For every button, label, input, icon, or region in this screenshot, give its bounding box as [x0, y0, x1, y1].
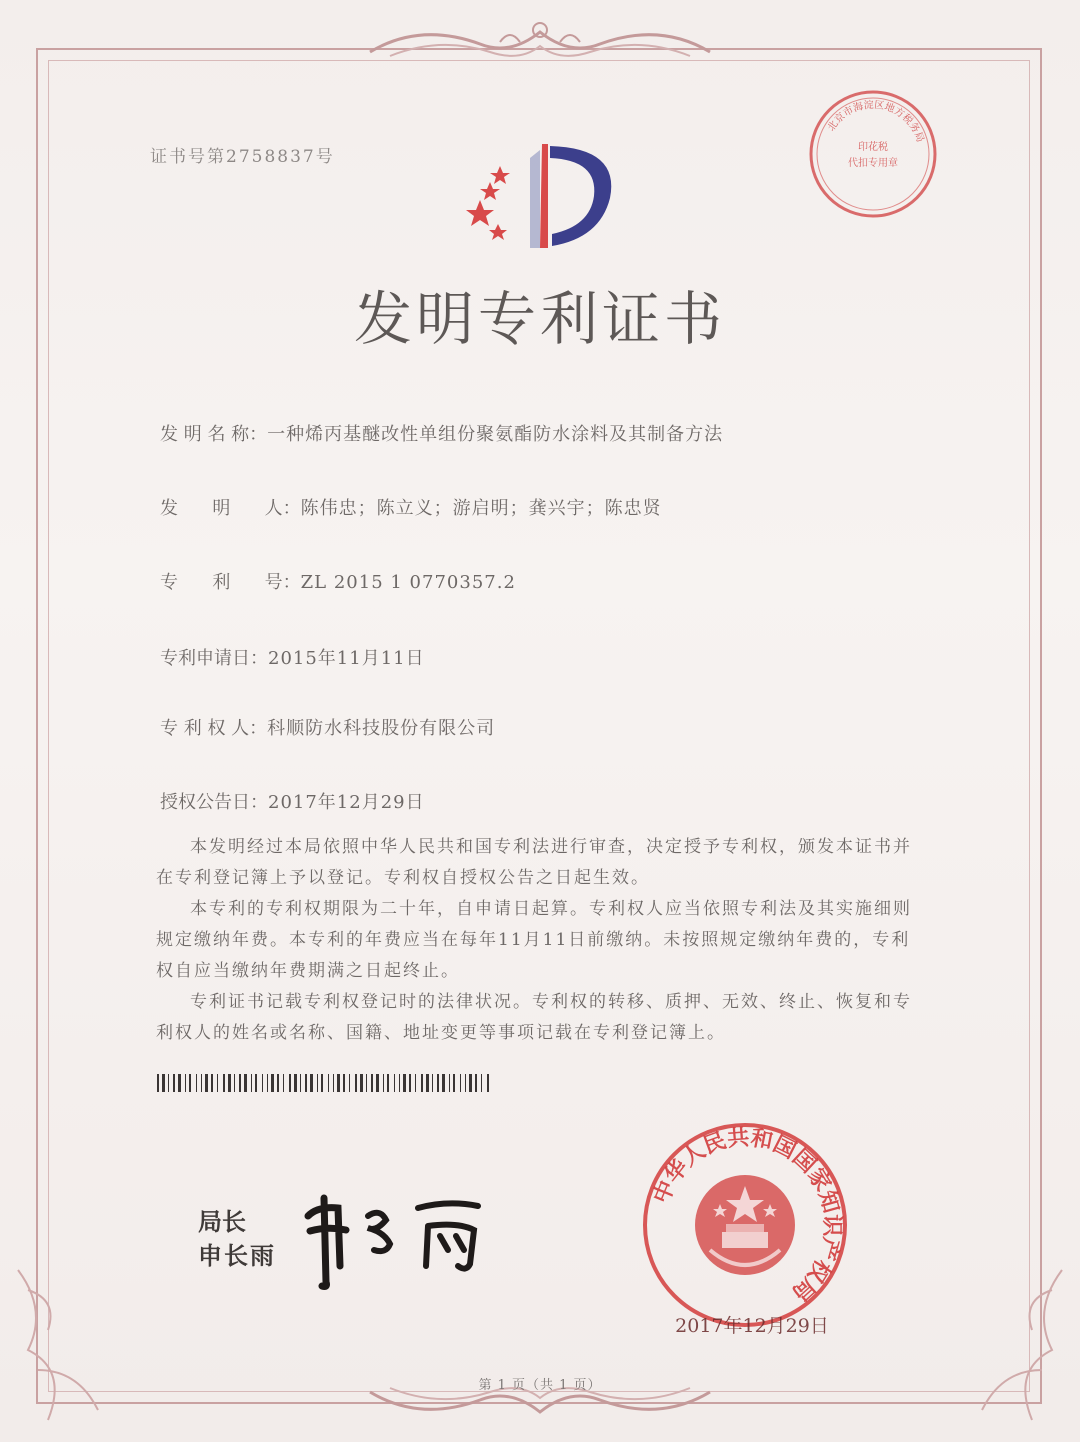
body-paragraph: 专利证书记载专利权登记时的法律状况。专利权的转移、质押、无效、终止、恢复和专利权人的姓名或名称、国籍、地址变更等事项记载在专利登记簿上。 — [156, 992, 912, 1043]
barcode — [157, 1074, 491, 1092]
top-ornament — [360, 12, 720, 72]
field-value: ZL 2015 1 0770357.2 — [300, 572, 516, 593]
field-value: 陈伟忠；陈立义；游启明；龚兴宇；陈忠贤 — [300, 498, 662, 519]
svg-text:印花税: 印花税 — [858, 142, 888, 153]
field-value: 一种烯丙基醚改性单组份聚氨酯防水涂料及其制备方法 — [267, 424, 724, 445]
seal-ring-text: 中华人民共和国国家知识产权局 — [648, 1124, 846, 1307]
body-paragraph: 本发明经过本局依照中华人民共和国专利法进行审查，决定授予专利权，颁发本证书并在专利登记簿上予以登记。专利权自授权公告之日起生效。 — [156, 837, 912, 888]
tax-seal-ring-text: 北京市海淀区地方税务局 — [825, 99, 926, 144]
invention-name-row — [160, 420, 723, 446]
director-title: 局长 — [198, 1208, 246, 1236]
application-date-row — [160, 644, 425, 670]
inventors-row — [160, 494, 662, 520]
field-label: 专 利 号： — [160, 572, 301, 593]
svg-text:代扣专用章: 代扣专用章 — [848, 158, 898, 169]
field-value: 科顺防水科技股份有限公司 — [267, 718, 496, 739]
field-label: 专 利 权 人： — [160, 718, 268, 739]
page-number: 第 1 页（共 1 页） — [478, 1378, 602, 1393]
director-signature — [298, 1186, 493, 1291]
field-label: 授权公告日： — [160, 792, 268, 813]
corner-ornament-bottom-left — [8, 1250, 138, 1430]
field-value: 2017年12月29日 — [268, 792, 425, 813]
field-label: 专利申请日： — [160, 648, 268, 669]
tax-stamp-seal — [805, 86, 941, 222]
field-label: 发 明 人： — [160, 498, 301, 519]
cnipa-logo-icon — [460, 138, 625, 250]
certificate-number: 证书号第2758837号 — [150, 147, 335, 167]
field-label: 发 明 名 称： — [160, 424, 268, 445]
patentee-row — [160, 714, 495, 740]
patent-number-row — [160, 568, 516, 594]
corner-ornament-bottom-right — [942, 1250, 1072, 1430]
grant-date-row — [160, 788, 425, 814]
seal-date: 2017年12月29日 — [675, 1315, 829, 1337]
official-seal — [640, 1120, 850, 1330]
certificate-title: 发明专利证书 — [353, 285, 726, 353]
certificate-body — [156, 832, 926, 1049]
director-name: 申长雨 — [198, 1242, 276, 1270]
field-value: 2015年11月11日 — [268, 648, 425, 669]
body-paragraph: 本专利的专利权期限为二十年，自申请日起算。专利权人应当依照专利法及其实施细则规定缴纳年费。本专利的年费应当在每年11月11日前缴纳。未按照规定缴纳年费的，专利权自应当缴纳年费期满之日起终止。 — [156, 899, 912, 981]
